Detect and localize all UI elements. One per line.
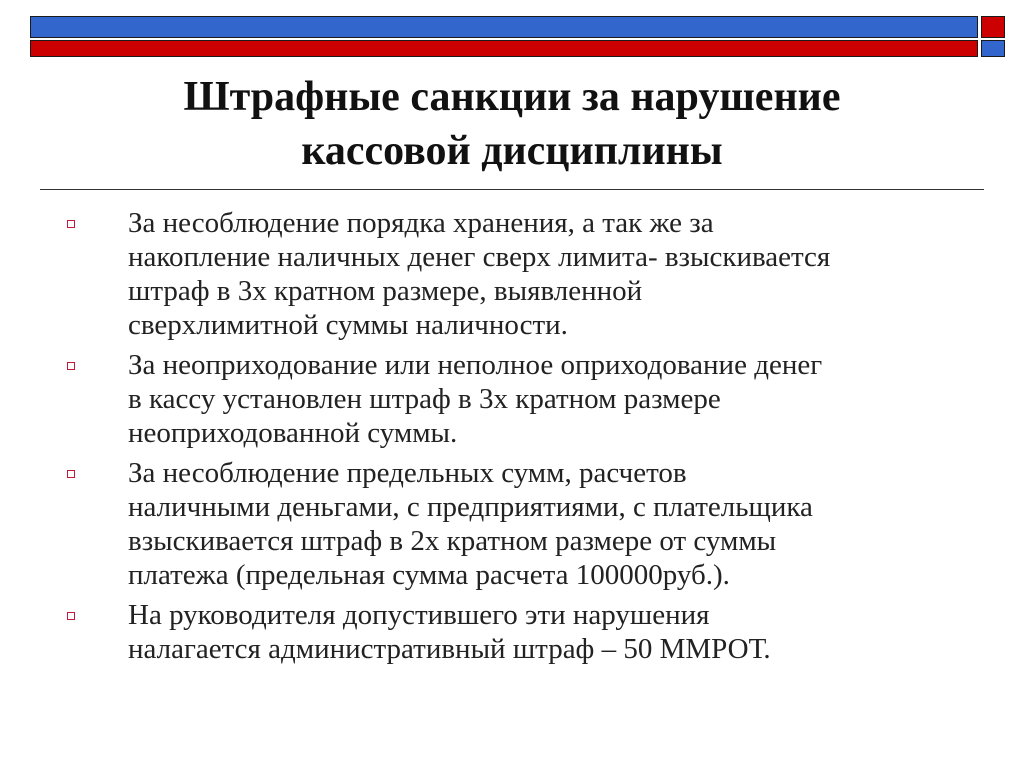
bullet-item	[60, 598, 990, 666]
title-line: Штрафные санкции за нарушение	[183, 74, 841, 120]
hollow-square-icon	[67, 362, 75, 370]
header-red-band	[30, 40, 978, 57]
bullet-item	[60, 456, 990, 592]
bullet-line: За несоблюдение порядка хранения, а так же за	[128, 207, 714, 239]
title-divider	[40, 189, 984, 190]
hollow-square-icon	[67, 220, 75, 228]
bullet-text	[128, 456, 990, 592]
bullet-item	[60, 206, 990, 342]
bullet-line: штраф в 3х кратном размере, выявленной	[128, 275, 643, 307]
header-blue-band	[30, 16, 978, 38]
bullet-line: За несоблюдение предельных сумм, расчетов	[128, 457, 687, 489]
title-line: кассовой дисциплины	[301, 128, 723, 174]
bullet-line: накопление наличных денег сверх лимита- взыскивается	[128, 241, 831, 273]
bullet-line: в кассу установлен штраф в 3х кратном размере	[128, 383, 721, 415]
bullet-item	[60, 348, 990, 450]
bullet-line: наличными деньгами, с предприятиями, с плательщика	[128, 491, 813, 523]
bullet-text	[128, 206, 990, 342]
hollow-square-icon	[67, 612, 75, 620]
bullet-text	[128, 348, 990, 450]
header-blue-square	[981, 40, 1005, 57]
bullet-line: неоприходованной суммы.	[128, 417, 458, 449]
bullet-line: налагается административный штраф – 50 ММРОТ.	[128, 633, 771, 665]
bullet-line: платежа (предельная сумма расчета 100000руб.).	[128, 559, 730, 591]
bullet-line: На руководителя допустившего эти нарушения	[128, 599, 710, 631]
header-red-square	[981, 16, 1005, 38]
hollow-square-icon	[67, 470, 75, 478]
slide-title	[40, 70, 984, 178]
bullet-line: За неоприходование или неполное оприходование денег	[128, 349, 823, 381]
bullet-line: взыскивается штраф в 2х кратном размере от суммы	[128, 525, 777, 557]
bullet-text	[128, 598, 990, 666]
bullet-list	[60, 206, 990, 672]
bullet-line: сверхлимитной суммы наличности.	[128, 309, 568, 341]
